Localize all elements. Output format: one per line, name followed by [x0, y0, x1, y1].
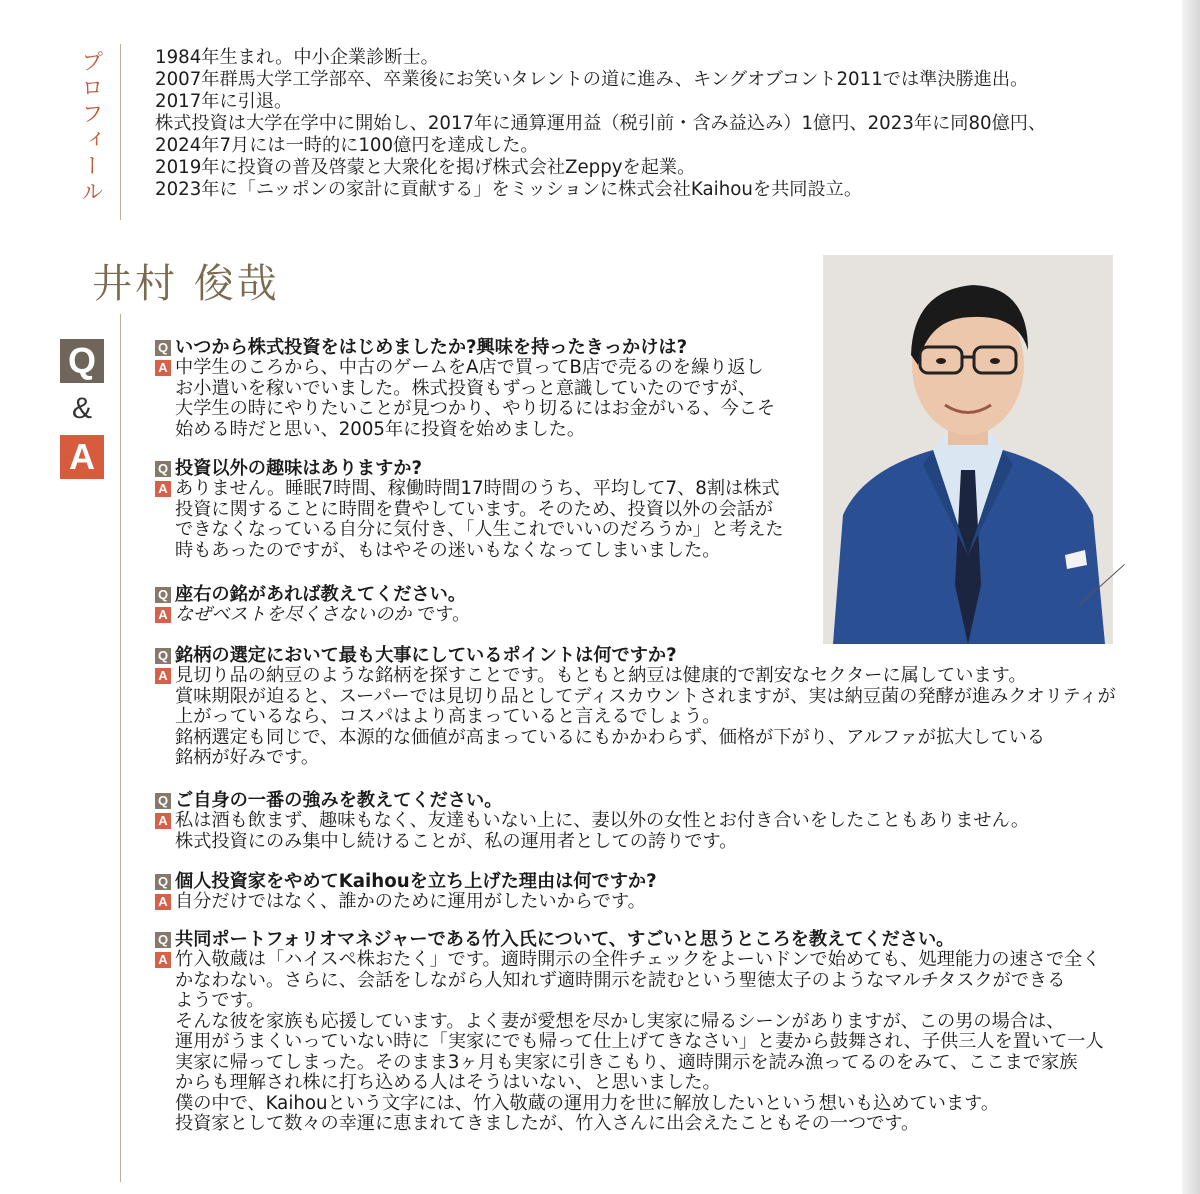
answer-row — [155, 666, 1116, 769]
answer-text — [175, 358, 775, 440]
qa-item — [155, 646, 1116, 769]
answer-line: ようです。 — [175, 990, 265, 1011]
question-mark-icon: Q — [155, 587, 171, 603]
question-text: いつから株式投資をはじめましたか?興味を持ったきっかけは? — [175, 337, 688, 358]
answer-row — [155, 892, 657, 913]
answer-line: 上がっているなら、コスパはより高まっていると言えるでしょう。 — [175, 706, 721, 727]
question-mark-icon: Q — [155, 340, 171, 356]
qa-item — [155, 872, 657, 913]
answer-text — [175, 892, 646, 913]
motto-text: なぜベストを尽くさないのか — [175, 604, 412, 625]
profile-line: 2017年に引退。 — [155, 91, 293, 112]
person-name: 井村 俊哉 — [92, 261, 280, 307]
answer-line: お小遣いを稼いでいました。株式投資もずっと意識していたのですが、 — [175, 377, 756, 399]
answer-line: 私は酒も飲まず、趣味もなく、友達もいない上に、妻以外の女性とお付き合いをしたこともありません。 — [175, 810, 1030, 831]
profile-line: 2019年に投資の普及啓蒙と大衆化を掲げ株式会社Zeppyを起業。 — [155, 157, 696, 178]
answer-row — [155, 358, 775, 440]
answer-text — [175, 479, 784, 561]
question-row — [155, 872, 657, 892]
answer-mark-icon: A — [155, 668, 171, 684]
question-text: ご自身の一番の強みを教えてください。 — [175, 790, 503, 811]
profile-line: 2024年7月には一時的に100億円を達成した。 — [155, 135, 539, 156]
qa-item — [155, 338, 775, 440]
profile-text — [155, 47, 1145, 201]
answer-line: かなわない。さらに、会話をしながら人知れず適時開示を読むという聖徳太子のようなマルチタスクができる — [175, 969, 1066, 991]
profile-divider — [120, 44, 121, 220]
answer-line: 竹入敬蔵は「ハイスペ株おたく」です。適時開示の全件チェックをよーいドンで始めても、処理能力の速さで全く — [175, 949, 1101, 970]
profile-heading: プロフィール — [78, 50, 103, 206]
answer-line: そんな彼を家族も応援しています。よく妻が愛想を尽かし実家に帰るシーンがありますが、この男の場合は、 — [175, 1010, 1065, 1032]
answer-line: からも理解され株に打ち込める人はそうはいない、と思いました。 — [175, 1072, 721, 1093]
question-mark-icon: Q — [155, 932, 171, 948]
answer-mark-icon: A — [155, 813, 171, 829]
answer-text — [175, 666, 1116, 769]
answer-line: 大学生の時にやりたいことが見つかり、やり切るにはお金がいる、今こそ — [175, 398, 776, 419]
qa-item — [155, 930, 1104, 1135]
portrait-illustration — [823, 255, 1113, 644]
profile-line: 2007年群馬大学工学部卒、卒業後にお笑いタレントの道に進み、キングオブコント2011では準決勝進出。 — [155, 69, 1029, 90]
answer-line: 銘柄が好みです。 — [175, 747, 320, 768]
answer-line: 投資家として数々の幸運に恵まれてきましたが、竹入さんに出会えたこともその一つです。 — [175, 1113, 920, 1134]
answer-line: 投資に関することに時間を費やしています。そのため、投資以外の会話が — [175, 498, 774, 520]
answer-line: ありません。睡眠7時間、稼働時間17時間のうち、平均して7、8割は株式 — [175, 478, 780, 499]
qa-badge-amp: & — [71, 392, 92, 425]
qa-item — [155, 791, 1029, 852]
question-mark-icon: Q — [155, 648, 171, 664]
answer-row — [155, 950, 1104, 1135]
profile-line: 株式投資は大学在学中に開始し、2017年に通算運用益（税引前・含み益込み）1億円、2023年に同80億円、 — [155, 113, 1047, 134]
question-row — [155, 459, 784, 479]
answer-text — [175, 605, 470, 626]
question-row — [155, 646, 1116, 666]
answer-line: 自分だけではなく、誰かのために運用がしたいからです。 — [175, 891, 646, 912]
answer-line: 僕の中で、Kaihouという文字には、竹入敬蔵の運用力を世に解放したいという想いも込めています。 — [175, 1092, 1000, 1114]
answer-suffix: です。 — [411, 604, 471, 625]
question-text: 投資以外の趣味はありますか? — [175, 458, 422, 479]
answer-mark-icon: A — [155, 360, 171, 376]
profile-line: 2023年に「ニッポンの家計に貢献する」をミッションに株式会社Kaihouを共同設立。 — [155, 179, 863, 200]
question-row — [155, 338, 775, 358]
qa-divider — [120, 314, 121, 1182]
question-text: 共同ポートフォリオマネジャーである竹入氏について、すごいと思うところを教えてください。 — [175, 929, 955, 950]
question-mark-icon: Q — [155, 461, 171, 477]
answer-row — [155, 605, 470, 626]
question-mark-icon: Q — [155, 793, 171, 809]
question-row — [155, 791, 1029, 811]
answer-row — [155, 811, 1029, 852]
answer-line: 時もあったのですが、もはやその迷いもなくなってしまいました。 — [175, 539, 721, 561]
answer-text — [175, 811, 1029, 852]
question-text: 座右の銘があれば教えてください。 — [175, 584, 467, 605]
answer-row — [155, 479, 784, 561]
answer-line: 始める時だと思い、2005年に投資を始めました。 — [175, 418, 586, 440]
answer-line: 実家に帰ってしまった。そのまま3ヶ月も実家に引きこもり、適時開示を読み漁ってるのをみて、ここまで家族 — [175, 1051, 1078, 1073]
profile-line: 1984年生まれ。中小企業診断士。 — [155, 47, 439, 68]
answer-line: 賞味期限が迫ると、スーパーでは見切り品としてディスカウントされますが、実は納豆菌の発酵が進みクオリティが — [175, 685, 1116, 707]
question-row — [155, 930, 1104, 950]
question-text: 個人投資家をやめてKaihouを立ち上げた理由は何ですか? — [175, 871, 657, 892]
answer-line: できなくなっている自分に気付き、「人生これでいいのだろうか」と考えた — [175, 519, 784, 540]
answer-mark-icon: A — [155, 894, 171, 910]
answer-mark-icon: A — [155, 607, 171, 623]
qa-badge-a: A — [60, 435, 104, 479]
portrait-photo — [823, 255, 1113, 644]
question-row — [155, 585, 470, 605]
answer-mark-icon: A — [155, 952, 171, 968]
qa-badge-q: Q — [60, 339, 104, 383]
page-edge — [1182, 0, 1200, 1194]
answer-line: 銘柄選定も同じで、本源的な価値が高まっているにもかかわらず、価格が下がり、アルファが拡大している — [175, 726, 1046, 748]
answer-line: 見切り品の納豆のような銘柄を探すことです。もともと納豆は健康的で割安なセクターに属しています。 — [175, 665, 1027, 686]
answer-line: 中学生のころから、中古のゲームをA店で買ってB店で売るのを繰り返し — [175, 357, 764, 378]
answer-line — [175, 605, 470, 626]
qa-item — [155, 585, 470, 626]
question-mark-icon: Q — [155, 874, 171, 890]
question-text: 銘柄の選定において最も大事にしているポイントは何ですか? — [175, 645, 677, 666]
answer-text — [175, 950, 1104, 1135]
qa-item — [155, 459, 784, 561]
answer-line: 運用がうまくいっていない時に「実家にでも帰って仕上げてきなさい」と妻から鼓舞され、子供三人を置いて一人 — [175, 1031, 1104, 1052]
answer-line: 株式投資にのみ集中し続けることが、私の運用者としての誇りです。 — [175, 830, 738, 852]
answer-mark-icon: A — [155, 481, 171, 497]
